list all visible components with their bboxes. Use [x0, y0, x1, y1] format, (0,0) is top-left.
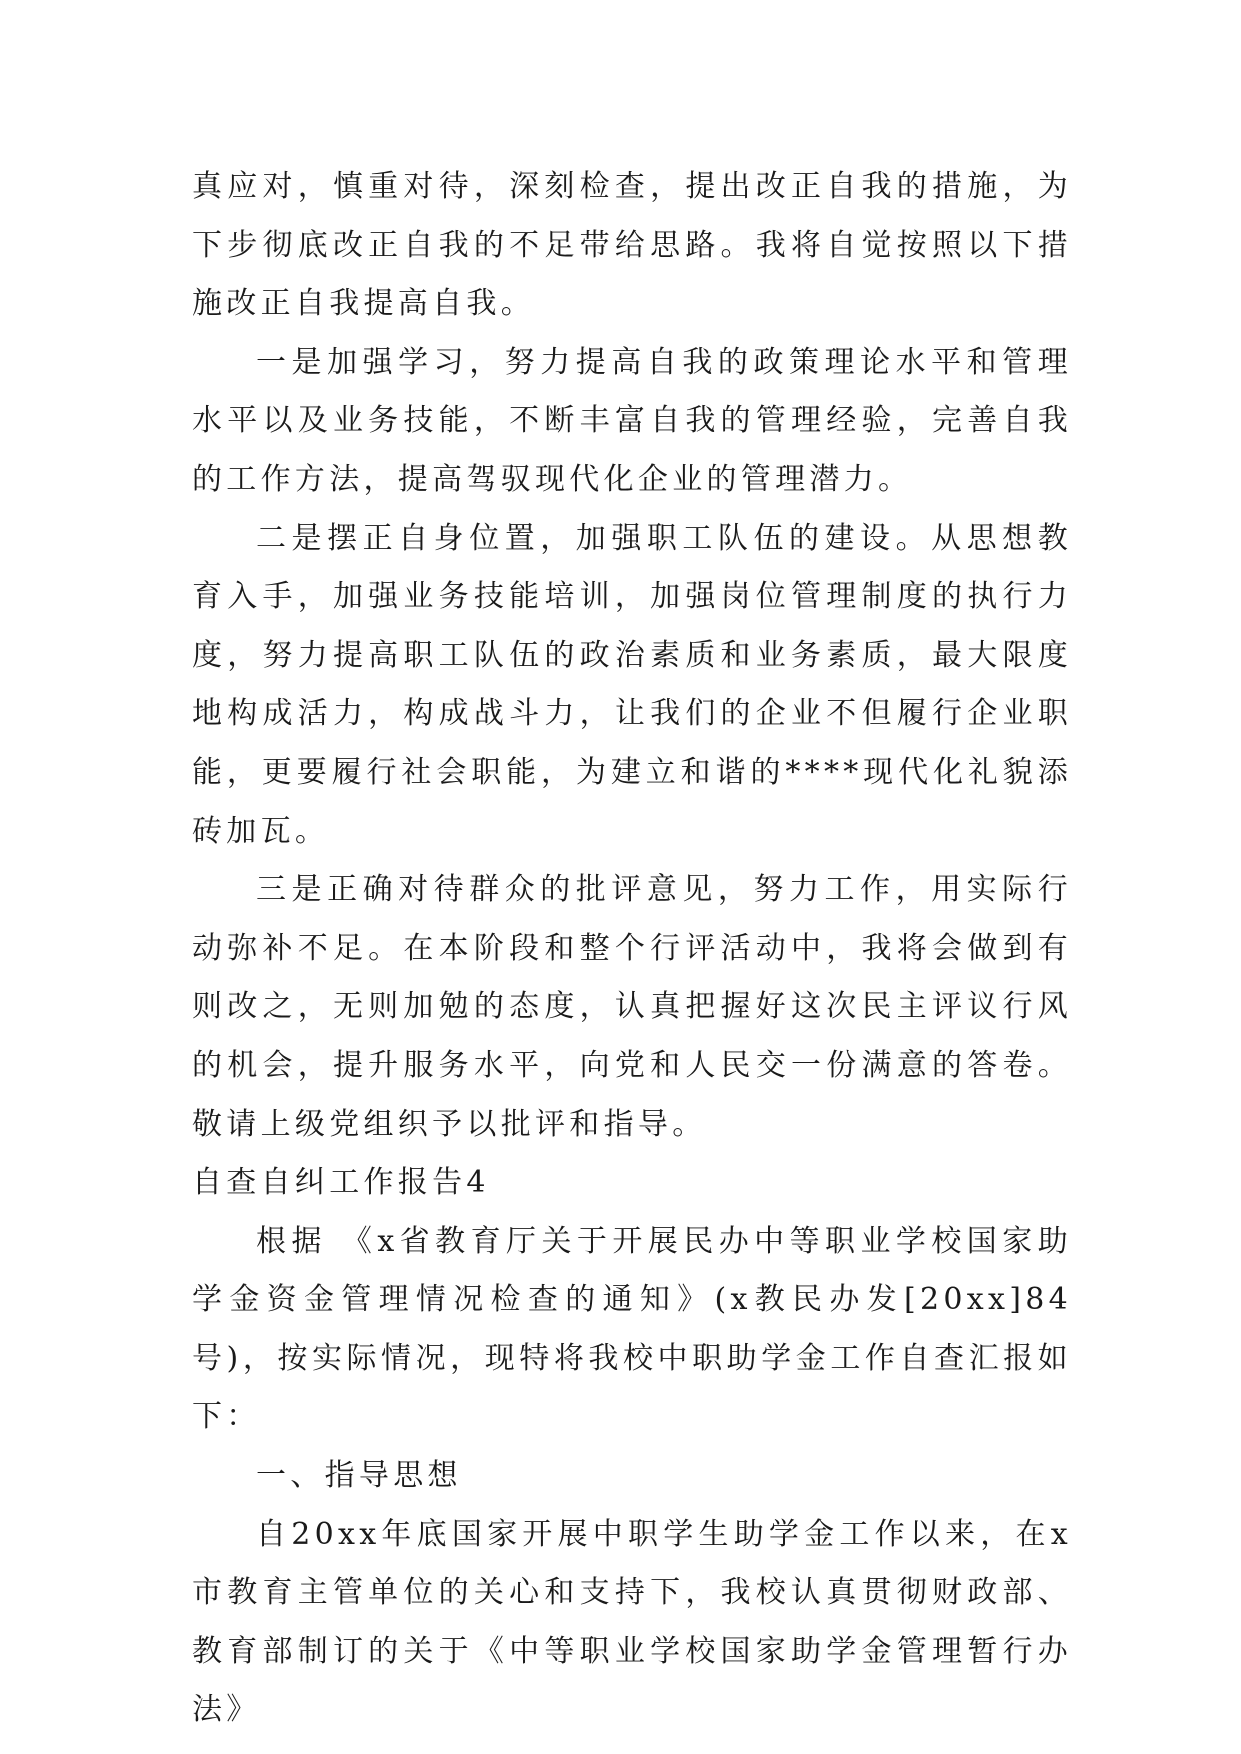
paragraph-guiding-ideology: 自20xx年底国家开展中职学生助学金工作以来，在x市教育主管单位的关心和支持下，我校认真贯彻财政部、教育部制订的关于《中等职业学校国家助学金管理暂行办法》	[192, 1516, 1072, 1728]
paragraph-measure-one: 一是加强学习，努力提高自我的政策理论水平和管理水平以及业务技能，不断丰富自我的管理经验，完善自我的工作方法，提高驾驭现代化企业的管理潜力。	[192, 344, 1072, 497]
paragraph-measure-two: 二是摆正自身位置，加强职工队伍的建设。从思想教育入手，加强业务技能培训，加强岗位管理制度的执行力度，努力提高职工队伍的政治素质和业务素质，最大限度地构成活力，构成战斗力，让我们的企业不但履行企业职能，更要履行社会职能，为建立和谐的****现代化礼貌添砖加瓦。	[192, 520, 1072, 849]
subheading-guiding-ideology: 一、指导思想	[256, 1458, 462, 1494]
paragraph-measure-three: 三是正确对待群众的批评意见，努力工作，用实际行动弥补不足。在本阶段和整个行评活动中，我将会做到有则改之，无则加勉的态度，认真把握好这次民主评议行风的机会，提升服务水平，向党和人民交一份满意的答卷。敬请上级党组织予以批评和指导。	[192, 872, 1072, 1142]
paragraph-report-intro: 根据 《x省教育厅关于开展民办中等职业学校国家助学金资金管理情况检查的通知》(x教民办发[20xx]84号)，按实际情况，现特将我校中职助学金工作自查汇报如下：	[192, 1223, 1072, 1435]
paragraph-continuation: 真应对，慎重对待，深刻检查，提出改正自我的措施，为下步彻底改正自我的不足带给思路。我将自觉按照以下措施改正自我提高自我。	[192, 169, 1072, 322]
section-title: 自查自纠工作报告4	[192, 1165, 490, 1201]
document-body	[192, 158, 1072, 1740]
